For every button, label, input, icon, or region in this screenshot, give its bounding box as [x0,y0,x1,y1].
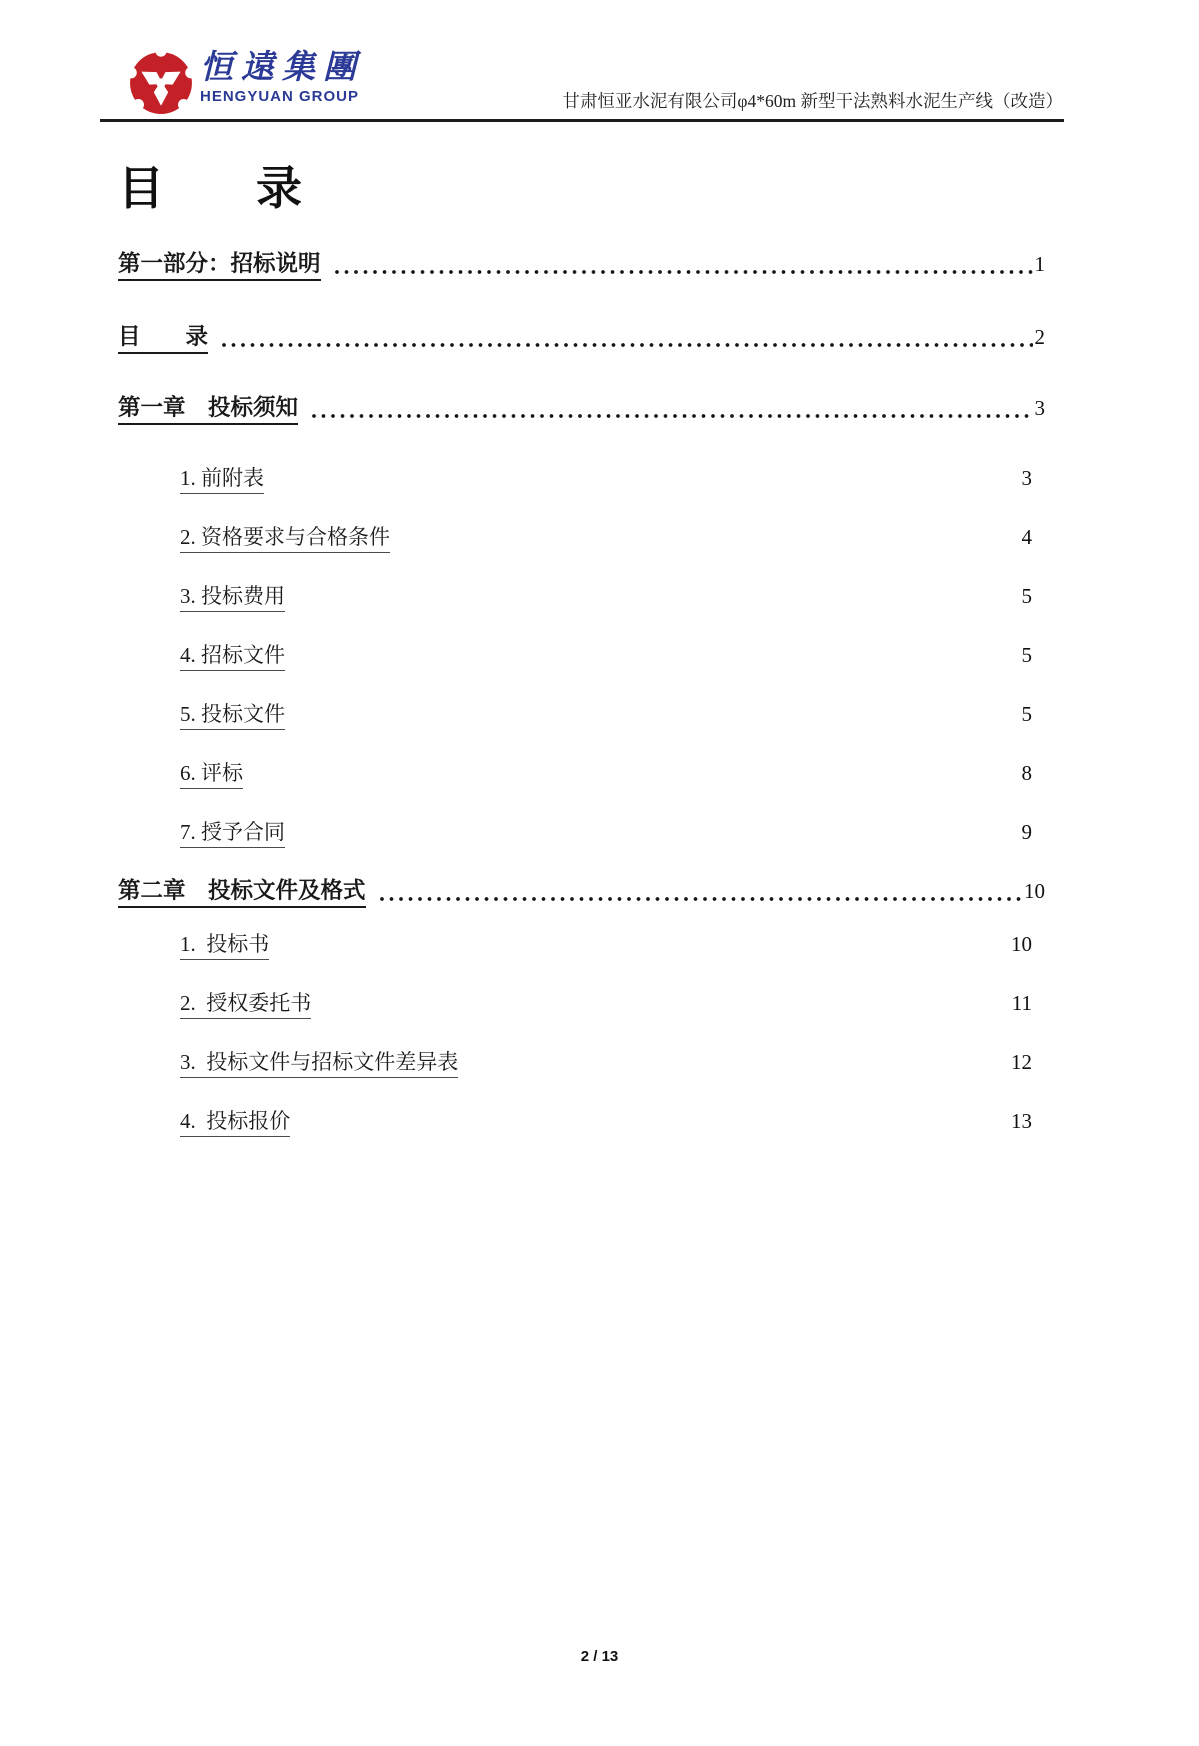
dot-leader [380,896,1022,902]
toc-chapter-label: 第二章 投标文件及格式 [118,877,366,908]
toc-item-row[interactable] [180,464,1045,494]
toc-item-row[interactable] [180,582,1045,612]
header-project-title: 甘肃恒亚水泥有限公司φ4*60m 新型干法熟料水泥生产线（改造） [562,91,1063,111]
toc-chapter-row[interactable] [118,877,1045,908]
toc-page-number: 3 [1021,466,1032,490]
toc-item-label: 6. 评标 [180,759,243,789]
toc-page-number: 5 [1021,643,1032,667]
toc-page-number: 11 [1011,991,1032,1015]
company-logo [128,50,364,116]
toc-page-number: 10 [1011,932,1032,956]
toc-page-number: 2 [1034,325,1045,349]
toc-page-number: 8 [1021,761,1032,785]
toc-item-label: 2. 资格要求与合格条件 [180,523,390,553]
toc-item-label: 7. 授予合同 [180,818,285,848]
toc-item-row[interactable] [180,930,1045,960]
toc-chapter-label: 目 录 [118,323,208,354]
toc-item-row[interactable] [180,759,1045,789]
toc-page-number: 3 [1034,396,1045,420]
toc-page-number: 1 [1034,252,1045,276]
toc-item-row[interactable] [180,523,1045,553]
toc-page-number: 12 [1011,1050,1032,1074]
page-title: 目 录 [118,163,302,214]
toc-item-label: 2. 授权委托书 [180,989,311,1019]
toc-page-number: 10 [1024,879,1045,903]
toc-item-label: 3. 投标费用 [180,582,285,612]
toc-page-number: 5 [1021,584,1032,608]
toc-item-row[interactable] [180,641,1045,671]
toc-item-label: 1. 投标书 [180,930,269,960]
toc-page-number: 9 [1021,820,1032,844]
toc-chapter-row[interactable] [118,323,1045,354]
toc-chapter-label: 第一部分：招标说明 [118,250,321,281]
toc-item-label: 4. 投标报价 [180,1107,290,1137]
toc-item-row[interactable] [180,989,1045,1019]
toc-page-number: 13 [1011,1109,1032,1133]
dot-leader [312,413,1032,419]
toc-item-row[interactable] [180,1048,1045,1078]
dot-leader [222,342,1032,348]
toc-item-row[interactable] [180,1107,1045,1137]
toc-item-row[interactable] [180,818,1045,848]
logo-english-name: HENGYUAN GROUP [200,88,360,105]
toc-item-label: 1. 前附表 [180,464,264,494]
logo-chinese-name: 恒遠集團 [200,50,364,86]
toc-item-label: 5. 投标文件 [180,700,285,730]
toc-item-label: 3. 投标文件与招标文件差异表 [180,1048,458,1078]
toc-page-number: 4 [1021,525,1032,549]
toc-chapter-label: 第一章 投标须知 [118,394,298,425]
logo-text-block [200,50,364,105]
header-divider [100,119,1064,122]
toc-chapter-row[interactable] [118,394,1045,425]
hengyuan-emblem-icon [128,50,194,116]
toc-chapter-row[interactable] [118,250,1045,281]
dot-leader [335,269,1033,275]
toc-item-row[interactable] [180,700,1045,730]
table-of-contents [118,250,1045,1166]
page-number-footer: 2 / 13 [580,1648,619,1665]
toc-page-number: 5 [1021,702,1032,726]
toc-item-label: 4. 招标文件 [180,641,285,671]
